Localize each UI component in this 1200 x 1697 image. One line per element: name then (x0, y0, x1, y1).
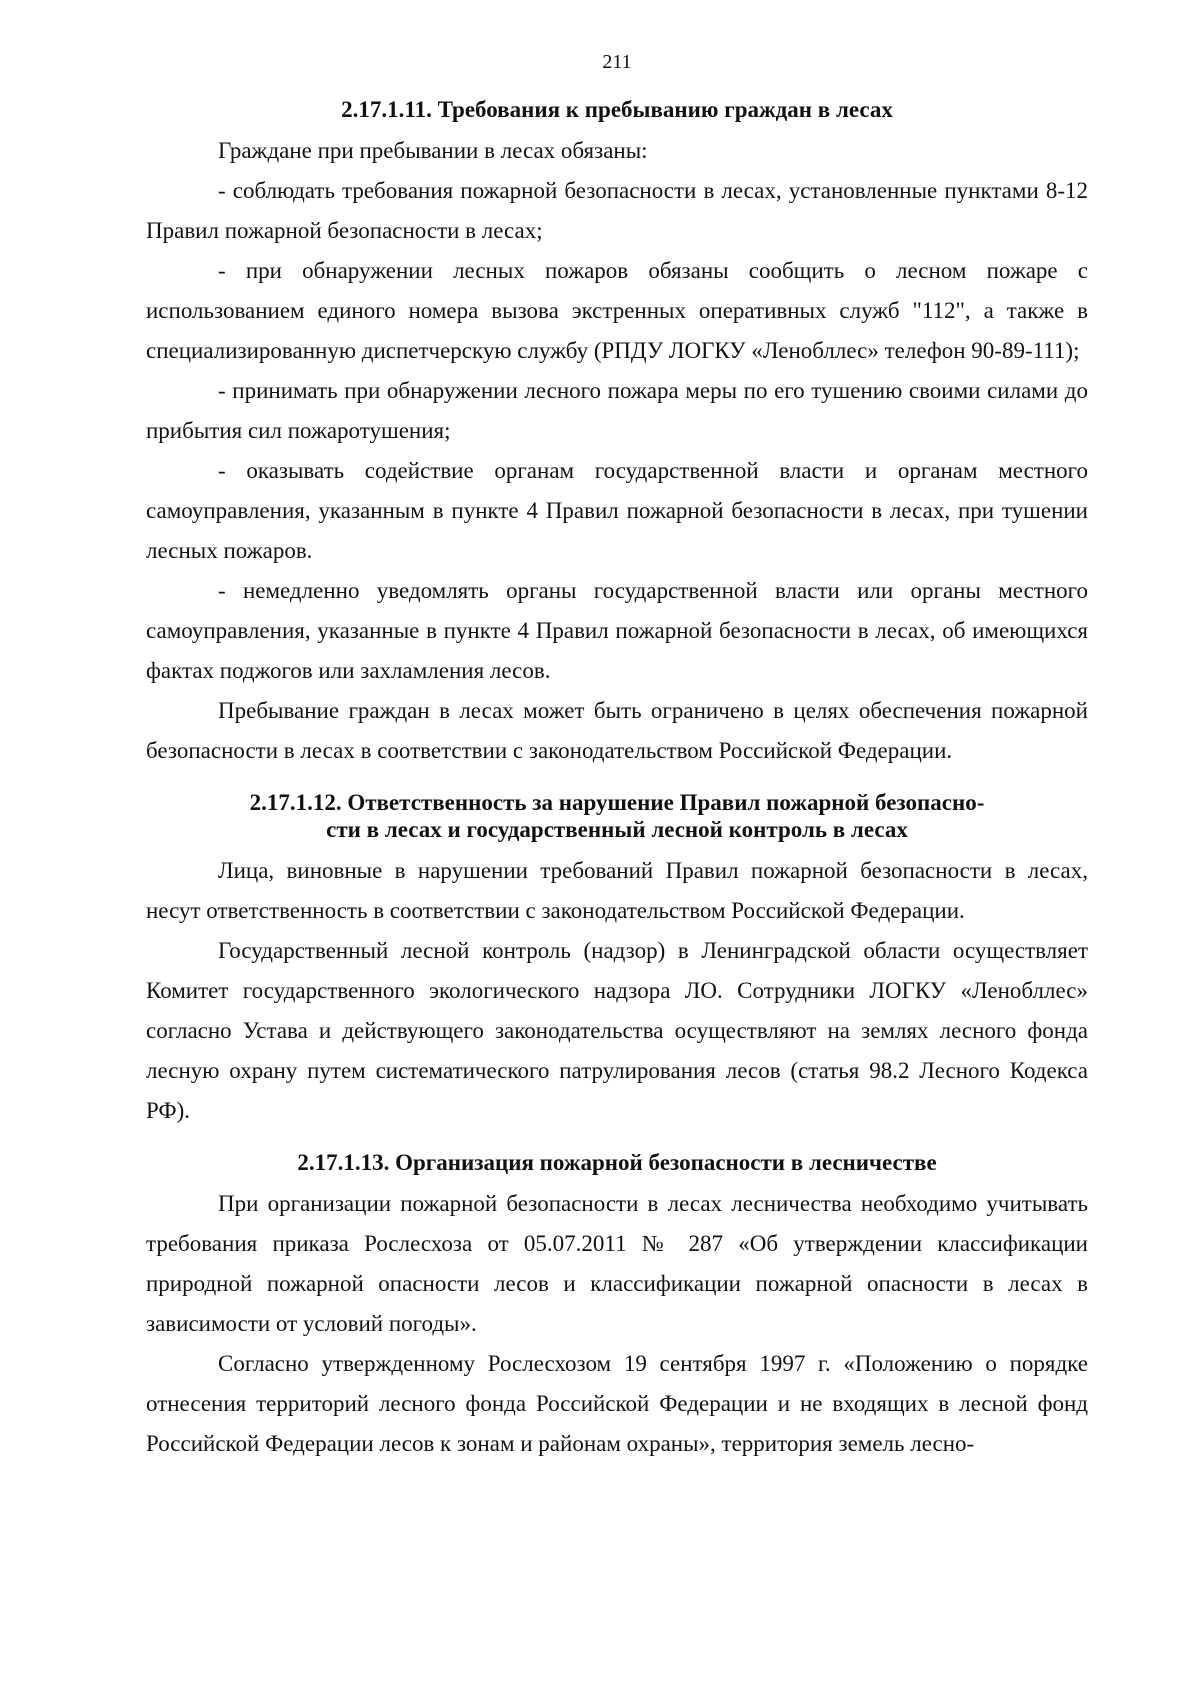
section-heading-2-17-1-13: 2.17.1.13. Организация пожарной безопасности в лесничестве (297, 1150, 937, 1175)
paragraph: - принимать при обнаружении лесного пожара меры по его тушению своими силами до прибытия сил пожаротушения; (146, 378, 1088, 443)
page-number: 211 (602, 51, 632, 73)
section-heading-2-17-1-12 (146, 789, 1088, 843)
section-heading-line: 2.17.1.12. Ответственность за нарушение Правил пожарной безопасно- (249, 790, 985, 815)
section-heading-2-17-1-11: 2.17.1.11. Требования к пребыванию граждан в лесах (341, 97, 893, 122)
paragraph: Пребывание граждан в лесах может быть ограничено в целях обеспечения пожарной безопасности в лесах в соответствии с законодательством Российской Федерации. (146, 698, 1088, 763)
paragraph: Граждане при пребывании в лесах обязаны: (218, 138, 648, 163)
section-heading-line: сти в лесах и государственный лесной контроль в лесах (326, 817, 908, 842)
paragraph: Согласно утвержденному Рослесхозом 19 сентября 1997 г. «Положению о порядке отнесения территорий лесного фонда Российской Федерации и не входящих в лесной фонд Российской Федерации лесов к зонам и районам охраны», территория земель лесно- (146, 1351, 1088, 1456)
paragraph: - оказывать содействие органам государственной власти и органам местного самоуправления, указанным в пункте 4 Правил пожарной безопасности в лесах, при тушении лесных пожаров. (146, 458, 1088, 563)
paragraph: Государственный лесной контроль (надзор) в Ленинградской области осуществляет Комитет государственного экологического надзора ЛО. Сотрудники ЛОГКУ «Ленобллес» согласно Устава и действующего законодательства осуществляют на землях лесного фонда лесную охрану путем систематического патрулирования лесов (статья 98.2 Лесного Кодекса РФ). (146, 938, 1088, 1123)
paragraph: Лица, виновные в нарушении требований Правил пожарной безопасности в лесах, несут ответственность в соответствии с законодательством Российской Федерации. (146, 858, 1088, 923)
paragraph: - при обнаружении лесных пожаров обязаны сообщить о лесном пожаре с использованием единого номера вызова экстренных оперативных служб "112", а также в специализированную диспетчерскую службу (РПДУ ЛОГКУ «Ленобллес» телефон 90-89-111); (146, 258, 1088, 363)
document-page (146, 50, 1088, 1464)
paragraph: - немедленно уведомлять органы государственной власти или органы местного самоуправления, указанные в пункте 4 Правил пожарной безопасности в лесах, об имеющихся фактах поджогов или захламления лесов. (146, 578, 1088, 683)
paragraph: - соблюдать требования пожарной безопасности в лесах, установленные пунктами 8-12 Правил пожарной безопасности в лесах; (146, 178, 1088, 243)
paragraph: При организации пожарной безопасности в лесах лесничества необходимо учитывать требования приказа Рослесхоза от 05.07.2011 № 287 «Об утверждении классификации природной пожарной опасности лесов и классификации пожарной опасности в лесах в зависимости от условий погоды». (146, 1191, 1088, 1336)
